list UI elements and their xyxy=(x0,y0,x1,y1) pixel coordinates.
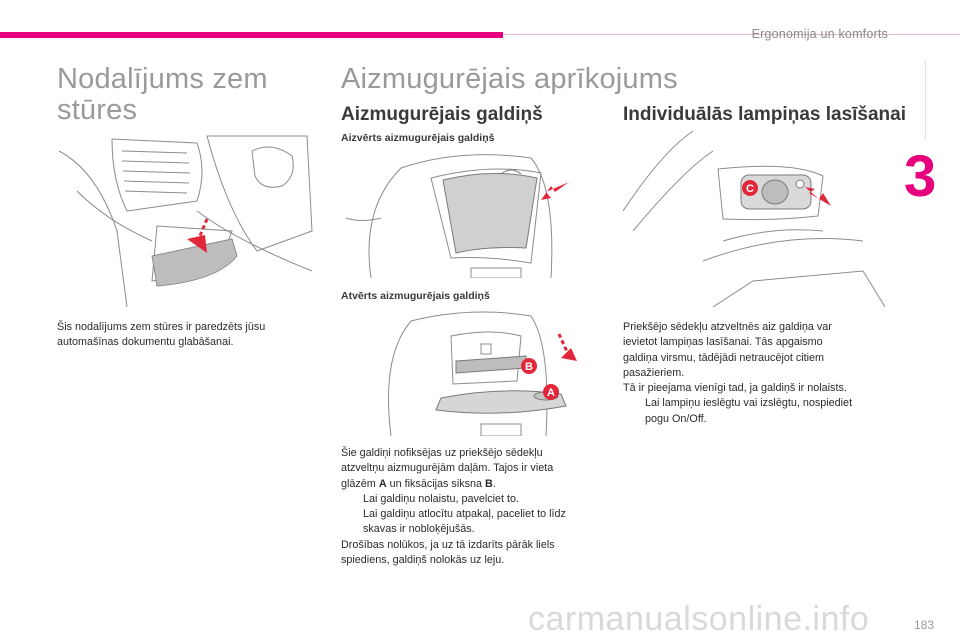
lamp-heading: Individuālās lampiņas lasīšanai xyxy=(623,104,907,125)
table-para1-line1: Šie galdiņi nofiksējas uz priekšējo sēdekļu xyxy=(341,447,543,459)
table-bullet-2 xyxy=(341,507,603,538)
under-wheel-figure xyxy=(57,131,319,307)
bullet-icon xyxy=(341,507,363,538)
lamp-text-line3: galdiņa virsmu, tādējādi netraucējot citiem xyxy=(623,351,825,364)
table-bullet-2-line2: skavas ir nobloķējušās. xyxy=(363,523,475,536)
reading-lamp-figure xyxy=(623,131,885,307)
watermark: carmanualsonline.info xyxy=(528,600,870,638)
lamp-bullet-line1: Lai lampiņu ieslēgtu vai izslēgtu, nospiediet xyxy=(645,397,853,410)
table-para1-line3-c: un fiksācijas siksna xyxy=(386,477,486,490)
table-heading: Aizmugurējais galdiņš xyxy=(341,104,543,125)
lamp-text-line2: ievietot lampiņas lasīšanai. Tās apgaismo xyxy=(623,336,823,349)
table-para2-line2: spiediens, galdiņš nolokās uz leju. xyxy=(341,554,505,567)
header-rule xyxy=(503,34,960,35)
callout-b: B xyxy=(525,361,533,373)
header-accent-bar xyxy=(0,32,503,38)
page-number: 183 xyxy=(913,618,934,632)
left-title-line1: Nodalījums zem xyxy=(57,63,268,95)
table-bullet-2-line1: Lai galdiņu atlocītu atpakaļ, paceliet to līdz xyxy=(363,508,566,521)
lamp-text-line5: Tā ir pieejama vienīgi tad, ja galdiņš ir nolaists. xyxy=(623,382,847,395)
sidebar-divider xyxy=(925,60,926,140)
table-para1-line3-e: . xyxy=(492,477,496,490)
table-bullet-1-text: Lai galdiņu nolaistu, pavelciet to. xyxy=(363,492,520,505)
chapter-number: 3 xyxy=(904,144,937,209)
table-open-label: Atvērts aizmugurējais galdiņš xyxy=(341,290,490,302)
lamp-bullet xyxy=(623,396,895,427)
left-description xyxy=(57,320,319,351)
closed-table-figure xyxy=(341,148,603,278)
bullet-icon xyxy=(623,396,645,427)
bullet-icon xyxy=(341,492,363,507)
lamp-bullet-text xyxy=(645,396,852,427)
lamp-text-line1: Priekšējo sēdekļu atzveltnēs aiz galdiņa var xyxy=(623,321,832,333)
table-para1-ref-a: A xyxy=(378,477,387,490)
left-title xyxy=(57,64,268,126)
lamp-bullet-line2: pogu On/Off. xyxy=(645,412,707,425)
table-closed-label: Aizvērts aizmugurējais galdiņš xyxy=(341,132,495,144)
left-title-line2: stūres xyxy=(57,94,138,126)
table-description xyxy=(341,446,603,568)
main-title: Aizmugurējais aprīkojums xyxy=(341,63,678,95)
left-text-line1: Šis nodalījums zem stūres ir paredzēts jūsu xyxy=(57,321,266,333)
table-para2-line1: Drošības nolūkos, ja uz tā izdarīts pārāk liels xyxy=(341,538,555,551)
lamp-description xyxy=(623,320,895,427)
table-para1-line3-a: glāzēm xyxy=(341,477,379,490)
section-header: Ergonomija un komforts xyxy=(751,27,888,41)
lamp-text-line4: pasažieriem. xyxy=(623,366,685,379)
table-para1-line3 xyxy=(341,477,603,492)
table-bullet-2-text xyxy=(363,507,566,538)
table-para1-ref-b: B xyxy=(485,477,493,490)
left-text-line2: automašīnas dokumentu glabāšanai. xyxy=(57,336,234,349)
callout-a: A xyxy=(547,387,555,399)
table-bullet-1 xyxy=(341,492,603,507)
table-para1-line2: atzveltņu aizmugurējām daļām. Tajos ir vieta xyxy=(341,462,554,475)
open-table-figure xyxy=(341,306,603,436)
callout-c: C xyxy=(746,183,754,195)
